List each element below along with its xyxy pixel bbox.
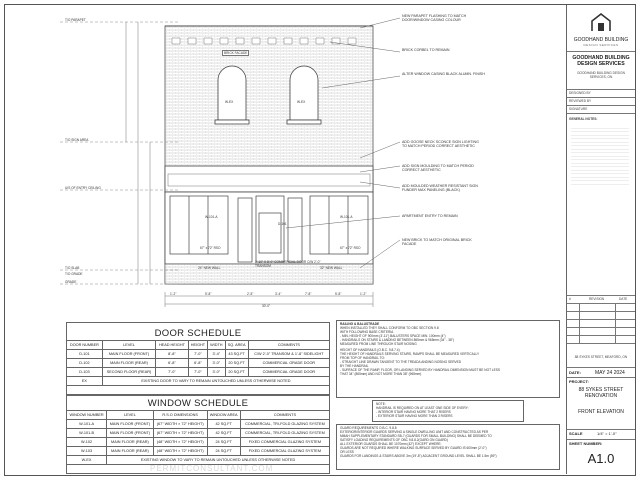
- company-address: GOODHAND BUILDING DESIGN SERVICES, ON: [577, 71, 625, 79]
- note-line: RAILING & BALUSTRADE: [340, 322, 380, 326]
- th-door-number: DOOR NUMBER: [67, 341, 103, 350]
- note-line: BY THE HANDRAIL: [340, 364, 369, 368]
- dim-total: 30'-0": [262, 304, 271, 308]
- note-line: NOTE:: [376, 402, 386, 406]
- table-row: [67, 350, 330, 359]
- reviewed-by-label: REVIEWED BY: [569, 99, 592, 103]
- note-line: WITH FOLLOWING BASE CRITERIA: [340, 330, 394, 334]
- table-row: [67, 359, 330, 368]
- cell: W-EX: [67, 456, 107, 465]
- store-window-tag-right: W-101-A: [340, 215, 353, 219]
- watermark: PERMITCONSULTANT.COM: [150, 464, 274, 473]
- note-line: - INTERIOR STAIR HAVING MORE THAT 2 RISERS: [376, 410, 451, 414]
- general-notes-text: [571, 125, 629, 185]
- cell: D-101: [67, 350, 103, 359]
- cell: COMMERCIAL GRADE DOOR: [248, 359, 329, 368]
- note-line: THE HEIGHT OF HANDRAILS SERVING STAIRS, RAMPS SHALL BE MEASURED VERTICALLY: [340, 352, 480, 356]
- table-row: [67, 377, 330, 386]
- store-window-tag-left: W-101-A: [205, 215, 218, 219]
- th-sq-area: SQ. AREA: [225, 341, 248, 350]
- project-name: 88 SYKES STREET RENOVATION: [578, 387, 624, 399]
- cell: MAIN FLOOR (REAR): [107, 447, 154, 456]
- table-row: [67, 368, 330, 377]
- date-value: MAY 24 2024: [595, 370, 625, 376]
- window-schedule-title: WINDOW SCHEDULE: [147, 398, 249, 409]
- door-schedule-table: [66, 340, 330, 386]
- cell: MAIN FLOOR (FRONT): [107, 429, 154, 438]
- note-line: GUARD REQUIREMENTS O.B.C. 9.8.8: [340, 426, 397, 430]
- cell: W-101-A: [67, 420, 107, 429]
- level-entry-ceiling: U/S OF ENTRY CEILING: [65, 186, 101, 190]
- callout-sign-paneling: ADD MOULDED WEATHER RESISTANT SIGN FUNDER MAX PANELING (BLACK): [402, 184, 478, 193]
- th-head-height: HEAD HEIGHT: [156, 341, 189, 350]
- note-line: SATISFY LOADING REQUIREMENTS OF OBC 9.8.8.2(GARD ON GUARD): [340, 438, 448, 442]
- cell: (48" WIDTH × 72" HEIGHT): [153, 447, 207, 456]
- th-window-number: WINDOW NUMBER: [67, 411, 107, 420]
- firm-name: GOODHAND BUILDING: [573, 37, 629, 43]
- cell: FIXED COMMERCIAL GLAZING SYSTEM: [240, 438, 329, 447]
- cell: W-103: [67, 447, 107, 456]
- note-line: WHEN INSTALLED THEY SHALL CONFORM TO OBC SECTION 9.8: [340, 326, 439, 330]
- cell: 42 SQ.FT: [207, 429, 240, 438]
- project-label: PROJECT:: [569, 379, 589, 384]
- table-row: [67, 420, 330, 429]
- date-label: DATE:: [569, 370, 581, 375]
- drawing-title: FRONT ELEVATION: [578, 409, 624, 415]
- store-window-rso-right: 67" x 72" RSO: [340, 246, 361, 250]
- th-window-area: WINDOW AREA: [207, 411, 240, 420]
- cell: SECOND FLOOR (REAR): [102, 368, 155, 377]
- signature-label: SIGNATURE: [569, 107, 588, 111]
- note-line: GUARDS FOR LANDINGS & STAIRS ABOVE 3m (19'-8") ADJACENT GROUND LEVEL SHALL BE 1.5m (59"): [340, 454, 497, 458]
- cell: D-102: [67, 359, 103, 368]
- cell: C/W 2'-0" TRANSOM & 1'-8" SIDELIGHT: [248, 350, 329, 359]
- cell: MAIN FLOOR (REAR): [102, 359, 155, 368]
- cell: 3'-0": [208, 368, 225, 377]
- cell: 6'-8": [188, 359, 207, 368]
- sheet-number-label: SHEET NUMBER:: [569, 441, 603, 446]
- new-wall-right: 32" NEW WALL: [320, 266, 343, 270]
- callout-brick-corbel: BRICK CORBEL TO REMAIN: [402, 48, 450, 52]
- level-slab: T/O SLAB: [65, 266, 80, 270]
- cell: (48" WIDTH × 72" HEIGHT): [153, 438, 207, 447]
- cell: 7'-0": [188, 368, 207, 377]
- cell: MAIN FLOOR (FRONT): [107, 420, 154, 429]
- cell: 43 SQ.FT: [225, 350, 248, 359]
- th-height: HEIGHT: [188, 341, 207, 350]
- cell: D-103: [67, 368, 103, 377]
- note-line: GUARDS ARE NOT REQUIRED WHERE WALKING SURFACE SERVED BY GUARD IS 600mm (2'-0"): [340, 446, 487, 450]
- th-comments: COMMENTS: [248, 341, 329, 350]
- callout-parapet-flashing: NEW PARAPET FLASHING TO MATCH DOOR/WINDOW CASING COLOUR: [402, 14, 467, 23]
- cell: MAIN FLOOR (REAR): [107, 438, 154, 447]
- callout-sign-moulding: ADD SIGN MOULDING TO MATCH PERIOD CORRECT AESTHETIC: [402, 164, 474, 173]
- dim-7: 1'-2": [360, 292, 367, 296]
- th-rso-dimensions: R.S.O DIMENSIONS: [153, 411, 207, 420]
- note-line: THAT 34" (865mm) AND NOT MORE THAN 38" (965mm): [340, 372, 422, 376]
- firm-subtitle: DESIGN SERVICES: [583, 43, 619, 47]
- window-schedule-header-row: [67, 411, 330, 420]
- guard-notes-box: [336, 424, 560, 470]
- guard-notes: [337, 425, 559, 459]
- rev-date-hdr: DATE: [619, 297, 628, 301]
- callout-sconce-lighting: ADD GOOSE NECK SCONCE SIGN LIGHTING TO MATCH PERIOD CORRECT AESTHETIC: [402, 140, 479, 149]
- company-title: GOODHAND BUILDING DESIGN SERVICES: [572, 55, 630, 67]
- table-row: [67, 429, 330, 438]
- level-grade: GRADE: [65, 280, 77, 284]
- general-notes-label: GENERAL NOTES:: [569, 117, 598, 121]
- cell: FIXED COMMERCIAL GLAZING SYSTEM: [240, 447, 329, 456]
- cell: 7'-0": [188, 350, 207, 359]
- title-block: [566, 5, 635, 474]
- designed-by-label: DESIGNED BY: [569, 91, 591, 95]
- note-line: - EXTERIOR STAIR HAVING MORE THAN 3 RISERS: [376, 414, 453, 418]
- cell: EXISTING DOOR TO VARY TO REMAIN UNTOUCHED UNLESS OTHERWISE NOTED: [102, 377, 329, 386]
- note-line: HANDRAIL IS REQUIRED ON AT LEAST ONE SIDE OF EVERY:: [376, 406, 469, 410]
- cell: W-102: [67, 438, 107, 447]
- cell: 24 SQ.FT: [207, 438, 240, 447]
- railing-notes-box: [336, 320, 560, 398]
- cell: 42 SQ.FT: [207, 420, 240, 429]
- note-line: MMAH SUPPLEMENTARY STANDARD SB-7 (GUARDS FOR SMALL BUILDING) SHALL BE DEEMED TO: [340, 434, 492, 438]
- cell: 8'-8": [156, 350, 189, 359]
- dim-1: 1'-2": [170, 292, 177, 296]
- new-wall-left: 24" NEW WALL: [198, 266, 221, 270]
- cell: EX: [67, 377, 103, 386]
- cell: COMMERCIAL GRADE DOOR: [248, 368, 329, 377]
- cell: 3'-0": [208, 359, 225, 368]
- cell: (67" WIDTH × 72" HEIGHT): [153, 429, 207, 438]
- table-row: [67, 447, 330, 456]
- th-level: LEVEL: [102, 341, 155, 350]
- callout-new-brick: NEW BRICK TO MATCH ORIGINAL BRICK FACADE: [402, 238, 472, 247]
- sheet-number: A1.0: [587, 451, 615, 466]
- dim-2: 5'-8": [205, 292, 212, 296]
- level-parapet: T/O PARAPET: [65, 18, 86, 22]
- door-note: 2'-10" X 8'-0" COMMERCIAL DOOR C/W 2'-0" TRANSOM: [255, 260, 321, 268]
- door-schedule-title: DOOR SCHEDULE: [154, 328, 242, 339]
- brick-facade-tag: BRICK FACADE: [224, 51, 248, 55]
- handrail-note: [373, 401, 523, 419]
- cell: EXISTING WINDOW TO VARY TO REMAIN UNTOUCHED UNLESS OTHERWISE NOTED: [107, 456, 330, 465]
- scale-label: SCALE: [569, 431, 583, 436]
- note-line: FROM TOP OF HANDRAIL TO:: [340, 356, 385, 360]
- table-row: [67, 438, 330, 447]
- window-schedule-table: [66, 410, 330, 465]
- note-line: - MIN. HEIGHT OF 900mm (3'-11") BALUSTERS SPACE MIN. 100mm (4"): [340, 334, 446, 338]
- cell: COMMERCIAL, TRI-FOLD GLAZING SYSTEM: [240, 429, 329, 438]
- note-line: - HANDRAILS ON STAIRS & LANDING BETWEEN 865mm & 965mm (34" - 38"): [340, 338, 454, 342]
- cell: 20 SQ.FT: [225, 359, 248, 368]
- dim-4: 3'-4": [275, 292, 282, 296]
- company-logo: [589, 11, 613, 35]
- callout-window-casing: ALTER WINDOW CASING BLACK ALUMN. FINISH: [402, 72, 485, 76]
- dim-5: 7'-8": [305, 292, 312, 296]
- callout-apartment-entry: APARTMENT ENTRY TO REMAIN: [402, 214, 458, 218]
- cell: (67" WIDTH × 72" HEIGHT): [153, 420, 207, 429]
- window-tag-right: W-EX: [297, 100, 306, 104]
- th-width: WIDTH: [208, 341, 225, 350]
- cell: MAIN FLOOR (FRONT): [102, 350, 155, 359]
- scale-value: 1/4" = 1'-0": [597, 431, 617, 436]
- note-line: - STRAIGHT LINE DRAWN TANGENT TO THE TREAD/LANDING NOSING SERVED: [340, 360, 462, 364]
- cell: 6'-8": [156, 359, 189, 368]
- dim-3: 2'-5": [247, 292, 254, 296]
- door-schedule-header-row: [67, 341, 330, 350]
- store-window-rso-left: 67" x 72" RSO: [200, 246, 221, 250]
- dim-6: 5'-8": [335, 292, 342, 296]
- th-comments: COMMENTS: [240, 411, 329, 420]
- note-line: EXTERIOR/INTERIOR GUARDS SERVING A SINGLE DWELLING UNIT AND CONSTRUCTED AS PER: [340, 430, 489, 434]
- project-address: 88 SYKES STREET, MEAFORD, ON: [574, 355, 628, 359]
- cell: 20 SQ.FT: [225, 368, 248, 377]
- note-line: ALL EXTERIOR GUARDS SHALL BE 1070mm (42") EXCEPT WHERE:: [340, 442, 442, 446]
- door-tag: D-101: [278, 222, 287, 226]
- railing-notes: [337, 321, 559, 377]
- window-tag-left: W-EX: [225, 100, 234, 104]
- level-sign-area: T/O SIGN AREA: [65, 138, 89, 142]
- note-line: OR LESS: [340, 450, 354, 454]
- note-line: MEASURED FROM LINE THROUGH STAIR NOSING: [340, 342, 417, 346]
- note-line: - SURFACE OF THE RAMP, FLOOR, OR LANDING SERVED BY HANDRAIL DIMENSION MUST BE NOT LESS: [340, 368, 500, 372]
- level-grade-2: T/O GRADE: [65, 272, 83, 276]
- rev-hdr: REVISION: [589, 297, 605, 301]
- cell: COMMERCIAL, TRI-FOLD GLAZING SYSTEM: [240, 420, 329, 429]
- rev-num-hdr: #: [569, 297, 571, 301]
- cell: W-101-B: [67, 429, 107, 438]
- th-level: LEVEL: [107, 411, 154, 420]
- handrail-note-box: [372, 400, 524, 422]
- cell: 7'-0": [156, 368, 189, 377]
- cell: 24 SQ.FT: [207, 447, 240, 456]
- note-line: HEIGHT OF HANDRAILS (O.B.C. 9.8.7.4): [340, 348, 400, 352]
- cell: 3'-4": [208, 350, 225, 359]
